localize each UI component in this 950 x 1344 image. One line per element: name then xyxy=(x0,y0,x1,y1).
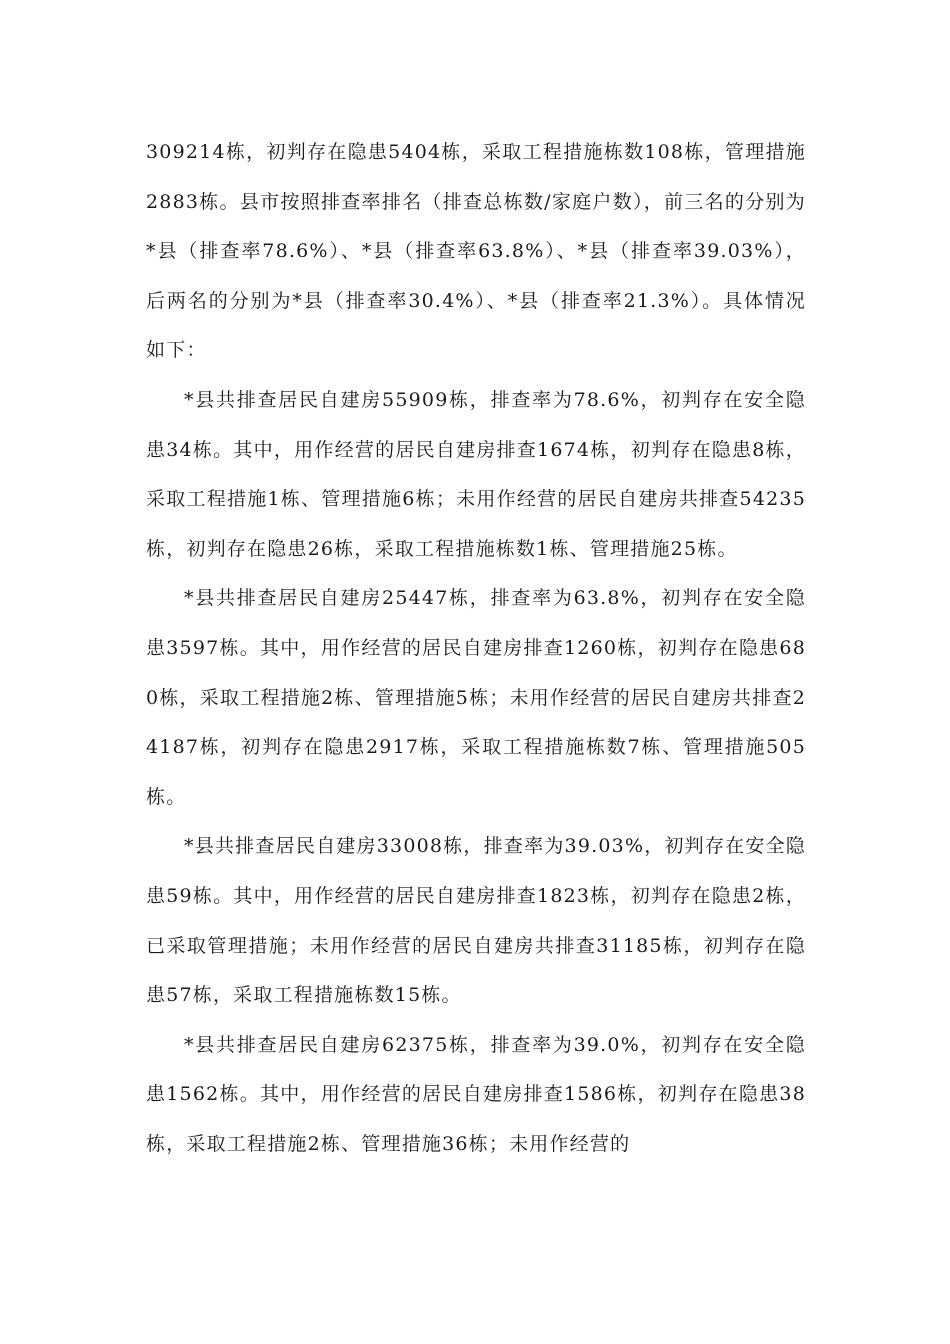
paragraph-county-4: *县共排查居民自建房62375栋，排查率为39.0%，初判存在安全隐患1562栋。其中，用作经营的居民自建房排查1586栋，初判存在隐患38栋，采取工程措施2栋、管理措施36栋；未用作经营的 xyxy=(146,1033,806,1155)
paragraph-county-3: *县共排查居民自建房33008栋，排查率为39.03%，初判存在安全隐患59栋。其中，用作经营的居民自建房排查1823栋，初判存在隐患2栋，已采取管理措施；未用作经营的居民自建房共排查31185栋，初判存在隐患57栋，采取工程措施栋数15栋。 xyxy=(146,835,806,1007)
paragraph-summary: 309214栋，初判存在隐患5404栋，采取工程措施栋数108栋，管理措施2883栋。县市按照排查率排名（排查总栋数/家庭户数），前三名的分别为*县（排查率78.6%）、*县（排查率63.8%）、*县（排查率39.03%），后两名的分别为*县（排查率30.4%）、*县（排查率21.3%）。具体情况如下： xyxy=(146,141,806,362)
document-body xyxy=(146,128,806,1169)
paragraph-county-1: *县共排查居民自建房55909栋，排查率为78.6%，初判存在安全隐患34栋。其中，用作经营的居民自建房排查1674栋，初判存在隐患8栋，采取工程措施1栋、管理措施6栋；未用作经营的居民自建房共排查54235栋，初判存在隐患26栋，采取工程措施栋数1栋、管理措施25栋。 xyxy=(146,388,806,560)
paragraph-county-2: *县共排查居民自建房25447栋，排查率为63.8%，初判存在安全隐患3597栋。其中，用作经营的居民自建房排查1260栋，初判存在隐患680栋，采取工程措施2栋、管理措施5栋；未用作经营的居民自建房共排查24187栋，初判存在隐患2917栋，采取工程措施栋数7栋、管理措施505栋。 xyxy=(146,587,806,808)
